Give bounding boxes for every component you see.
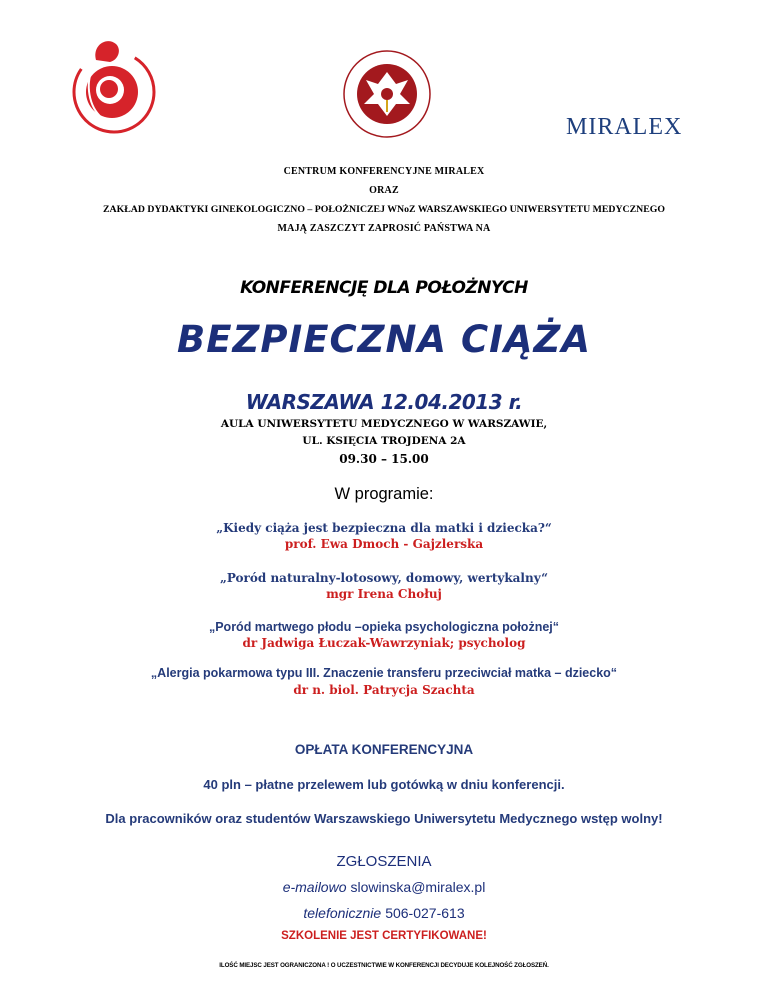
wum-seal-logo	[336, 50, 438, 138]
limited-seats-note: ILOŚĆ MIEJSC JEST OGRANICZONA ! O UCZESTNICTWIE W KONFERENCJI DECYDUJE KOLEJNOŚĆ ZGŁOSZEŃ.	[219, 962, 549, 969]
venue-time: 09.30 – 15.00	[339, 452, 429, 466]
zaklad-logo	[62, 30, 174, 142]
venue-line-1: AULA UNIWERSYTETU MEDYCZNEGO W WARSZAWIE,	[220, 418, 548, 430]
program-heading: W programie:	[334, 485, 434, 503]
header-line-3: ZAKŁAD DYDAKTYKI GINEKOLOGICZNO – POŁOŻNICZEJ WNoZ WARSZAWSKIEGO UNIWERSYTETU MEDYCZNEGO	[103, 204, 665, 215]
talk-4-speaker: dr n. biol. Patrycja Szachta	[293, 683, 475, 697]
certified-note: SZKOLENIE JEST CERTYFIKOWANE!	[281, 930, 487, 942]
talk-3-title: „Poród martwego płodu –opieka psychologiczna położnej“	[208, 620, 560, 634]
registration-heading: ZGŁOSZENIA	[336, 853, 432, 870]
conference-date: WARSZAWA 12.04.2013 r.	[245, 390, 523, 414]
miralex-logo-text: MIRALEX	[566, 114, 683, 140]
phone-number: 506-027-613	[385, 905, 465, 921]
conference-main-title: BEZPIECZNA CIĄŻA	[177, 318, 591, 361]
email-label: e-mailowo	[282, 879, 347, 895]
talk-2-title: „Poród naturalny-lotosowy, domowy, wertykalny“	[219, 571, 549, 585]
talk-2-speaker: mgr Irena Chołuj	[326, 587, 442, 601]
talk-1-title: „Kiedy ciąża jest bezpieczna dla matki i dziecka?“	[216, 521, 552, 535]
header-line-1: CENTRUM KONFERENCYJNE MIRALEX	[283, 166, 485, 177]
talk-1-speaker: prof. Ewa Dmoch - Gajzlerska	[284, 537, 484, 551]
registration-phone-row	[0, 905, 768, 923]
fee-amount: 40 pln – płatne przelewem lub gotówką w dniu konferencji.	[203, 777, 565, 792]
fee-free-entry: Dla pracowników oraz studentów Warszawskiego Uniwersytetu Medycznego wstęp wolny!	[105, 811, 663, 826]
miralex-logo	[566, 110, 706, 144]
venue-line-2: UL. KSIĘCIA TROJDENA 2A	[302, 435, 466, 447]
conference-subtitle: KONFERENCJĘ DLA POŁOŻNYCH	[240, 278, 528, 298]
email-link[interactable]: slowinska@miralex.pl	[350, 879, 486, 895]
talk-3-speaker: dr Jadwiga Łuczak-Wawrzyniak; psycholog	[242, 636, 526, 650]
fee-heading: OPŁATA KONFERENCYJNA	[294, 742, 474, 757]
header-line-4: MAJĄ ZASZCZYT ZAPROSIĆ PAŃSTWA NA	[277, 223, 491, 234]
talk-4-title: „Alergia pokarmowa typu III. Znaczenie transferu przeciwciał matka – dziecko“	[150, 666, 618, 680]
header-line-2: ORAZ	[369, 185, 399, 196]
phone-label: telefonicznie	[303, 905, 382, 921]
registration-email-row	[0, 879, 768, 897]
